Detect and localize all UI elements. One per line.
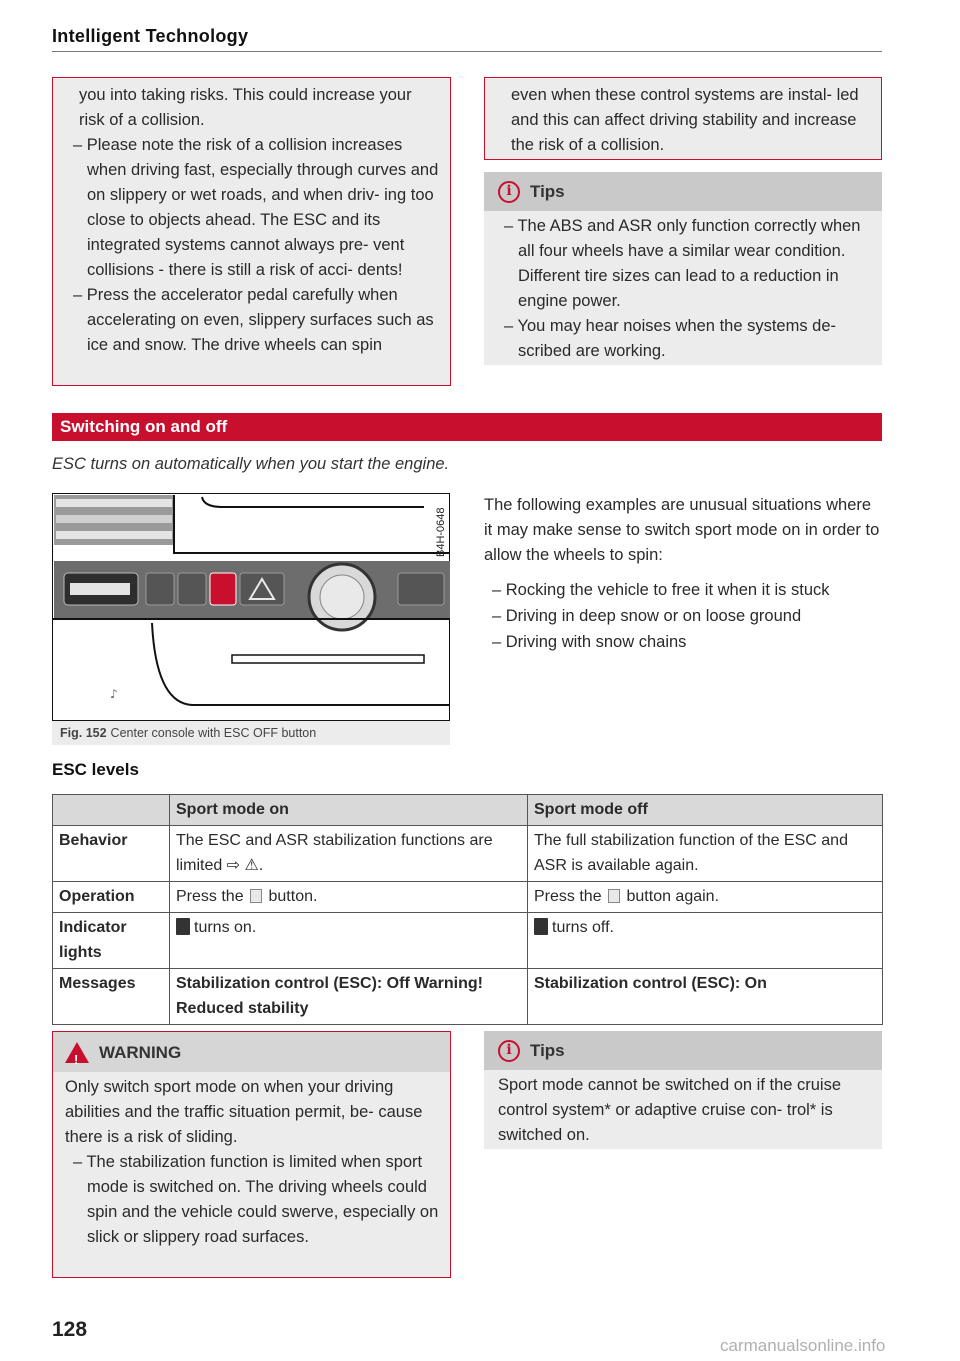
row-label: Behavior — [53, 826, 170, 882]
esc-off-button-icon — [210, 573, 236, 605]
page-header-title: Intelligent Technology — [52, 26, 249, 46]
cell-text: Press the — [534, 888, 602, 905]
row-label: Operation — [53, 882, 170, 913]
table-cell — [528, 882, 883, 913]
center-console-illustration — [52, 493, 450, 721]
esc-button-icon — [250, 889, 262, 903]
tips-box-top — [484, 172, 882, 365]
figure-caption — [60, 726, 316, 740]
table-row — [53, 969, 883, 1025]
watermark: carmanualsonline.info — [720, 1336, 886, 1355]
tips-bullet: – The ABS and ASR only function correctly when all four wheels have a similar wear condition. Different tire sizes can lead to a reduction in engine power. — [496, 214, 870, 314]
examples-paragraph: The following examples are unusual situations where it may make sense to switch sport mode on in order to allow the wheels to spin: — [484, 496, 880, 564]
section-heading: Switching on and off — [52, 413, 882, 441]
right-column-text — [484, 493, 882, 655]
warning-paragraph: Only switch sport mode on when your driving abilities and the traffic situation permit, be- cause there is a risk of sliding. — [65, 1078, 423, 1146]
tips-header — [484, 172, 882, 211]
table-cell: Stabilization control (ESC): Off Warning! Reduced stability — [170, 969, 528, 1025]
table-cell — [528, 913, 883, 969]
table-cell — [170, 882, 528, 913]
esc-indicator-icon — [534, 918, 548, 935]
example-bullet: – Rocking the vehicle to free it when it is stuck — [484, 578, 882, 603]
table-cell: The ESC and ASR stabilization functions are limited ⇨ ⚠. — [170, 826, 528, 882]
warning-header — [53, 1032, 450, 1072]
cell-text: button again. — [626, 888, 720, 905]
esc-indicator-icon — [176, 918, 190, 935]
row-label: Indicator lights — [53, 913, 170, 969]
cell-text: button. — [268, 888, 318, 905]
esc-levels-table — [52, 794, 883, 1025]
warning-continuation-left — [52, 77, 451, 386]
tips-box-bottom — [484, 1031, 882, 1149]
table-header-cell: Sport mode on — [170, 795, 528, 826]
table-row — [53, 913, 883, 969]
example-bullet: – Driving in deep snow or on loose ground — [484, 604, 882, 629]
header-rule — [52, 51, 882, 52]
esc-levels-heading: ESC levels — [52, 760, 139, 779]
cell-text: Press the — [176, 888, 244, 905]
table-row — [53, 882, 883, 913]
row-label: Messages — [53, 969, 170, 1025]
warning-bullet: – Please note the risk of a collision increases when driving fast, especially through curves and on slippery or wet roads, and when driv- ing too close to objects ahead. The ESC and its integrated systems cannot always pre- vent collisions - there is still a risk of acci- dents! — [65, 133, 440, 283]
cell-text: turns on. — [194, 919, 257, 936]
tips-title: Tips — [530, 182, 565, 201]
tips-bullet: – You may hear noises when the systems de- scribed are working. — [496, 314, 870, 364]
figure-container — [52, 493, 450, 745]
info-icon: i — [498, 181, 520, 203]
tips-title: Tips — [530, 1041, 565, 1060]
warning-box-bottom — [52, 1031, 451, 1278]
table-row — [53, 826, 883, 882]
tips-text: Sport mode cannot be switched on if the cruise control system* or adaptive cruise con- trol* is switched on. — [498, 1076, 842, 1144]
esc-button-icon — [608, 889, 620, 903]
table-cell: Stabilization control (ESC): On — [528, 969, 883, 1025]
warning-intro-text: you into taking risks. This could increase your risk of a collision. — [79, 86, 412, 129]
warning-title: WARNING — [99, 1042, 182, 1062]
button-icon — [178, 573, 206, 605]
warning-bullet: – Press the accelerator pedal carefully when accelerating on even, slippery surfaces such as ice and snow. The drive wheels can spin — [65, 283, 440, 358]
cell-text: turns off. — [552, 919, 614, 936]
button-icon — [146, 573, 174, 605]
warning-bullet: – The stabilization function is limited when sport mode is switched on. The driving wheels could spin and the vehicle could swerve, especially on slick or slippery road surfaces. — [65, 1150, 440, 1250]
tips-header — [484, 1031, 882, 1070]
table-header-cell — [53, 795, 170, 826]
table-header-row — [53, 795, 883, 826]
figure-code: B4H-0648 — [435, 507, 447, 557]
figure-caption-text: Center console with ESC OFF button — [110, 726, 317, 740]
table-header-cell: Sport mode off — [528, 795, 883, 826]
section-intro: ESC turns on automatically when you start the engine. — [52, 455, 450, 473]
example-bullet: – Driving with snow chains — [484, 630, 882, 655]
table-cell — [170, 913, 528, 969]
table-cell: The full stabilization function of the ESC and ASR is available again. — [528, 826, 883, 882]
page-number: 128 — [52, 1318, 88, 1341]
warning-continuation-right — [484, 77, 882, 160]
figure-number: Fig. 152 — [60, 726, 107, 740]
warning-continuation-text: even when these control systems are instal- led and this can affect driving stability and increase the risk of a collision. — [511, 86, 859, 154]
audio-icon: ♪ — [110, 687, 118, 701]
info-icon: i — [498, 1040, 520, 1062]
warning-icon — [65, 1042, 89, 1063]
